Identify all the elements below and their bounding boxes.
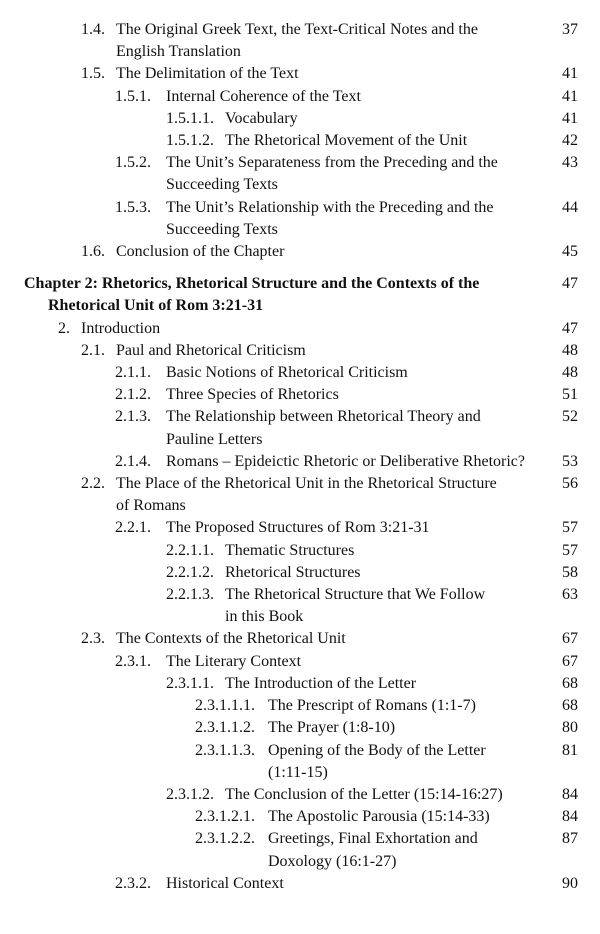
- chapter-title: Chapter 2: Rhetorics, Rhetorical Structure and the Contexts of the Rhetorical Unit of Rom 3:21-31: [24, 275, 480, 315]
- toc-entry: [0, 584, 600, 628]
- page-number: 68: [562, 697, 578, 715]
- toc-entry: [0, 241, 600, 263]
- toc-entry: [0, 517, 600, 539]
- entry-title: The Relationship between Rhetorical Theory and Pauline Letters: [166, 408, 481, 448]
- toc-entry: [0, 63, 600, 85]
- entry-number: 2.2.1.3.: [166, 586, 214, 604]
- page-number: 57: [562, 519, 578, 537]
- entry-title: The Introduction of the Letter: [225, 674, 417, 692]
- page-number: 45: [562, 243, 578, 261]
- entry-number: 1.6.: [81, 243, 105, 261]
- entry-title: Conclusion of the Chapter: [116, 243, 285, 261]
- entry-number: 1.5.1.1.: [166, 109, 214, 127]
- entry-number: 2.3.1.1.3.: [195, 741, 255, 759]
- entry-title: Romans – Epideictic Rhetoric or Deliberative Rhetoric?: [166, 452, 525, 470]
- page-number: 48: [562, 364, 578, 382]
- entry-number: 2.3.1.1.1.: [195, 697, 255, 715]
- toc-entry: [0, 384, 600, 406]
- toc-entry: [0, 784, 600, 806]
- toc-entry: [0, 19, 600, 63]
- entry-number: 2.3.1.: [115, 652, 151, 670]
- page-number: 90: [562, 874, 578, 892]
- toc-entry: [0, 873, 600, 895]
- toc-entry: [0, 197, 600, 241]
- entry-number: 2.3.: [81, 630, 105, 648]
- page-number: 57: [562, 541, 578, 559]
- entry-title: The Contexts of the Rhetorical Unit: [116, 630, 346, 648]
- page-number: 41: [562, 109, 578, 127]
- toc-entry: [0, 651, 600, 673]
- toc-entry: [0, 340, 600, 362]
- entry-number: 1.4.: [81, 21, 105, 38]
- toc-entry: [0, 473, 600, 517]
- page-number: 37: [562, 21, 578, 38]
- page-number: 67: [562, 630, 578, 648]
- entry-number: 2.2.1.: [115, 519, 151, 537]
- table-of-contents: [0, 19, 600, 895]
- page-number: 80: [562, 719, 578, 737]
- entry-title: The Conclusion of the Letter (15:14-16:27): [225, 785, 503, 803]
- entry-title: The Delimitation of the Text: [116, 65, 299, 83]
- entry-number: 2.2.1.2.: [166, 563, 214, 581]
- page-number: 63: [562, 586, 578, 604]
- entry-title: The Rhetorical Movement of the Unit: [225, 132, 468, 150]
- entry-title: Opening of the Body of the Letter (1:11-15): [268, 741, 486, 781]
- entry-title: Basic Notions of Rhetorical Criticism: [166, 364, 408, 382]
- entry-number: 1.5.3.: [115, 198, 151, 216]
- toc-entry: [0, 406, 600, 450]
- entry-number: 2.1.: [81, 341, 105, 359]
- toc-entry: [0, 628, 600, 650]
- entry-number: 2.3.2.: [115, 874, 151, 892]
- toc-entry: [0, 740, 600, 784]
- entry-title: Vocabulary: [225, 109, 298, 127]
- entry-title: Paul and Rhetorical Criticism: [116, 341, 306, 359]
- entry-number: 2.1.1.: [115, 364, 151, 382]
- entry-title: The Proposed Structures of Rom 3:21-31: [166, 519, 430, 537]
- toc-entry: [0, 130, 600, 152]
- toc-entry: [0, 108, 600, 130]
- toc-entry: [0, 673, 600, 695]
- page-number: 68: [562, 674, 578, 692]
- toc-entry: [0, 717, 600, 739]
- entry-title: Thematic Structures: [225, 541, 355, 559]
- entry-number: 2.3.1.2.1.: [195, 808, 255, 826]
- entry-number: 1.5.1.: [115, 87, 151, 105]
- page-number: 53: [562, 452, 578, 470]
- entry-title: Rhetorical Structures: [225, 563, 361, 581]
- page-number: 43: [562, 154, 578, 172]
- entry-title: The Literary Context: [166, 652, 302, 670]
- page-number: 41: [562, 87, 578, 105]
- entry-number: 2.1.3.: [115, 408, 151, 426]
- entry-title: Three Species of Rhetorics: [166, 386, 339, 404]
- page-number: 42: [562, 132, 578, 150]
- page-number: 51: [562, 386, 578, 404]
- entry-title: Historical Context: [166, 874, 284, 892]
- entry-title: The Prayer (1:8-10): [268, 719, 396, 737]
- toc-entry: [0, 86, 600, 108]
- chapter-heading: [0, 273, 600, 317]
- page-number: 41: [562, 65, 578, 83]
- entry-number: 2.2.1.1.: [166, 541, 214, 559]
- page-number: 84: [562, 808, 578, 826]
- entry-number: 2.: [58, 319, 70, 337]
- toc-entry: [0, 828, 600, 872]
- entry-number: 1.5.1.2.: [166, 132, 214, 150]
- page-number: 58: [562, 563, 578, 581]
- page-number: 47: [562, 319, 578, 337]
- entry-number: 2.1.4.: [115, 452, 151, 470]
- toc-entry: [0, 362, 600, 384]
- entry-title: The Original Greek Text, the Text-Critical Notes and the English Translation: [116, 21, 478, 61]
- page-number: 67: [562, 652, 578, 670]
- entry-number: 2.1.2.: [115, 386, 151, 404]
- page-number: 87: [562, 830, 578, 848]
- toc-entry: [0, 695, 600, 717]
- entry-title: The Unit’s Relationship with the Preceding and the Succeeding Texts: [166, 198, 494, 238]
- entry-number: 1.5.2.: [115, 154, 151, 172]
- toc-entry: [0, 540, 600, 562]
- entry-number: 2.2.: [81, 475, 105, 493]
- page-number: 56: [562, 475, 578, 493]
- entry-title: The Place of the Rhetorical Unit in the Rhetorical Structure of Romans: [116, 475, 497, 515]
- entry-title: Introduction: [81, 319, 161, 337]
- entry-number: 2.3.1.1.: [166, 674, 214, 692]
- page-number: 84: [562, 785, 578, 803]
- entry-title: Greetings, Final Exhortation and Doxology (16:1-27): [268, 830, 478, 870]
- entry-number: 2.3.1.2.: [166, 785, 214, 803]
- page-number: 47: [562, 275, 578, 293]
- toc-entry: [0, 451, 600, 473]
- toc-entry: [0, 318, 600, 340]
- page-number: 52: [562, 408, 578, 426]
- entry-title: The Rhetorical Structure that We Follow in this Book: [225, 586, 486, 626]
- entry-number: 1.5.: [81, 65, 105, 83]
- entry-number: 2.3.1.1.2.: [195, 719, 255, 737]
- page-number: 81: [562, 741, 578, 759]
- toc-entry: [0, 152, 600, 196]
- entry-number: 2.3.1.2.2.: [195, 830, 255, 848]
- toc-entry: [0, 806, 600, 828]
- entry-title: The Apostolic Parousia (15:14-33): [268, 808, 490, 826]
- toc-entry: [0, 562, 600, 584]
- entry-title: The Prescript of Romans (1:1-7): [268, 697, 476, 715]
- entry-title: The Unit’s Separateness from the Preceding and the Succeeding Texts: [166, 154, 498, 194]
- page-number: 48: [562, 341, 578, 359]
- entry-title: Internal Coherence of the Text: [166, 87, 361, 105]
- page-number: 44: [562, 198, 578, 216]
